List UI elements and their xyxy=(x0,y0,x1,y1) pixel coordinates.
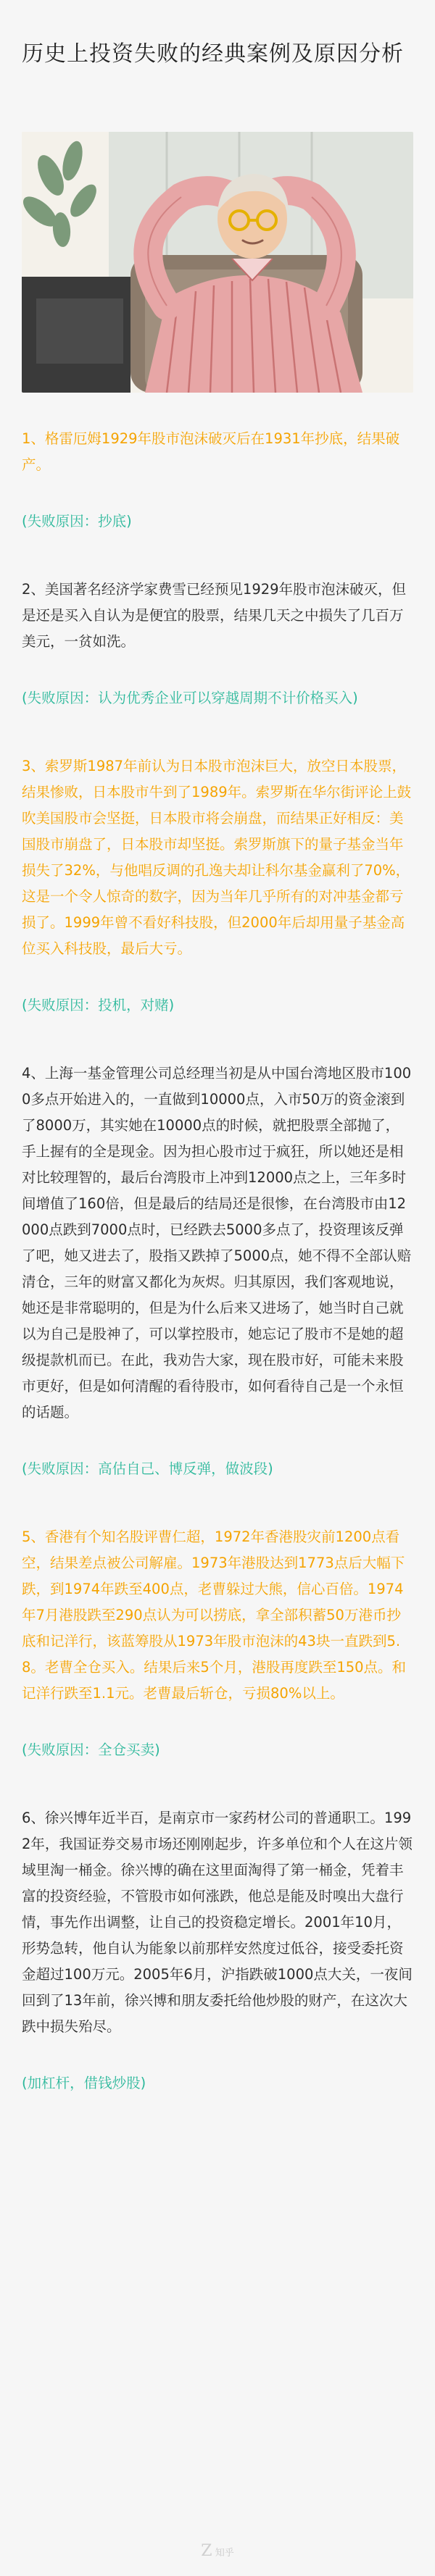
case-1-text: 1、格雷厄姆1929年股市泡沫破灭后在1931年抄底，结果破产。 xyxy=(22,430,400,473)
case-5-reason: (失败原因：全仓买卖) xyxy=(22,1741,160,1758)
case-2-text: 2、美国著名经济学家费雪已经预见1929年股市泡沫破灭，但是还是买入自认为是便宜的股票，结果几天之中损失了几百万美元，一贫如洗。 xyxy=(22,581,407,650)
case-3-reason: (失败原因：投机，对赌) xyxy=(22,997,175,1013)
case-2-reason: (失败原因：认为优秀企业可以穿越周期不计价格买入) xyxy=(22,690,358,706)
case-4-text: 4、上海一基金管理公司总经理当初是从中国台湾地区股市1000多点开始进入的，一直做到10000点，入市50万的资金滚到了8000万，其实她在10000点的时候，就把股票全部抛了，手上握有的全是现金。因为担心股市过于疯狂，所以她还是相对比较理智的，最后台湾股市上冲到12000点之上，三年多时间增值了160倍，但是最后的结局还是很惨，在台湾股市由12000点跌到7000点时，已经跌去5000多点了，投资理该反弹了吧，她又进去了，股指又跌掉了5000点，她不得不全部认赔清仓，三年的财富又都化为灰烬。归其原因，我们客观地说，她还是非常聪明的，但是为什么后来又进场了，她当时自己就以为自己是股神了，可以掌控股市，她忘记了股市不是她的超级提款机而已。在此，我劝告大家，现在股市好，可能未来股市更好，但是如何清醒的看待股市，如何看待自己是一个永恒的话题。 xyxy=(22,1065,412,1421)
watermark-letter: Z xyxy=(201,2542,212,2560)
case-3-text: 3、索罗斯1987年前认为日本股市泡沫巨大，放空日本股票，结果惨败，日本股市牛到了1989年。索罗斯在华尔街评论上鼓吹美国股市会坚挺，日本股市将会崩盘，而结果正好相反：美国股市崩盘了，日本股市却坚挺。索罗斯旗下的量子基金当年损失了32%，与他唱反调的孔逸夫却让科尔基金赢利了70%，这是一个令人惊奇的数字，因为当年几乎所有的对冲基金都亏损了。1999年曾不看好科技股，但2000年后却用量子基金高位买入科技股，最后大亏。 xyxy=(22,758,412,957)
case-1-reason: (失败原因：抄底) xyxy=(22,513,132,530)
case-6-reason: (加杠杆，借钱炒股) xyxy=(22,2075,146,2091)
page-title: 历史上投资失败的经典案例及原因分析 xyxy=(22,41,404,67)
article-body xyxy=(0,393,435,2096)
watermark xyxy=(0,2542,435,2560)
header-illustration xyxy=(22,132,413,393)
relaxed-man-in-armchair-illustration xyxy=(22,132,413,393)
case-5-text: 5、香港有个知名股评曹仁超，1972年香港股灾前1200点看空，结果差点被公司解雇。1973年港股达到1773点后大幅下跌，到1974年跌至400点，老曹躲过大熊，信心百倍。1974年7月港股跌至290点认为可以捞底，拿全部积蓄50万港币抄底和记洋行，该蓝筹股从1973年股市泡沫的43块一直跌到5.8。老曹全仓买入。结果后来5个月，港股再度跌至150点。和记洋行跌至1.1元。老曹最后斩仓，亏损80%以上。 xyxy=(22,1529,407,1702)
case-4-reason: (失败原因：高估自己、博反弹，做波段) xyxy=(22,1460,273,1477)
watermark-text: 知乎 xyxy=(215,2548,234,2559)
case-6-text: 6、徐兴博年近半百，是南京市一家药材公司的普通职工。1992年，我国证券交易市场还刚刚起步，许多单位和个人在这片领域里淘一桶金。徐兴博的确在这里面淘得了第一桶金，凭着丰富的投资经验，不管股市如何涨跌，他总是能及时嗅出大盘行情，事先作出调整，让自己的投资稳定增长。2001年10月，形势急转，他自认为能象以前那样安然度过低谷，接受委托资金超过100万元。2005年6月，沪指跌破1000点大关，一夜间回到了13年前，徐兴博和朋友委托给他炒股的财产，在这次大跌中损失殆尽。 xyxy=(22,1810,413,2035)
